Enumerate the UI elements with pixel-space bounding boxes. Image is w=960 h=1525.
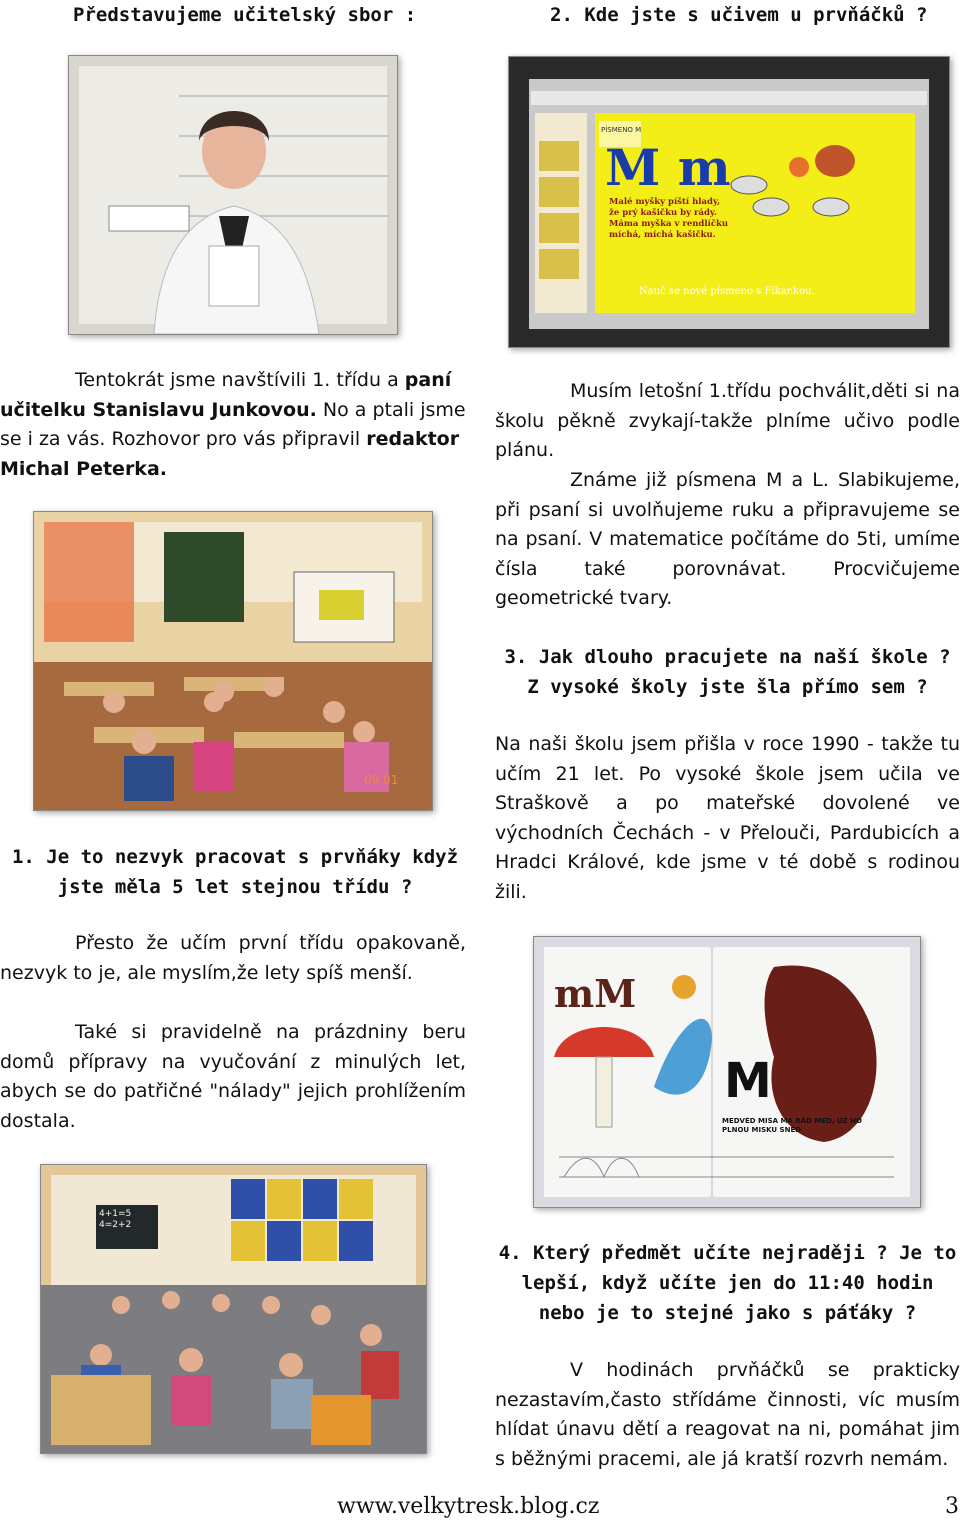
q1-answer-2: Také si pravidelně na prázdniny beru domů přípravy na vyučování z minulých let, abych se do patřičné "nálady" jejich prohlížením dostala. — [0, 1021, 466, 1132]
intro-text-2: No a ptali jsme se i za vás. Rozhovor pro vás připravil — [0, 398, 466, 450]
screen-rhyme: Malé myšky píští hlady, že prý kašičku by rády. Máma myška v rendlíčku míchá, míchá kašičku. — [609, 197, 729, 240]
q1-answer-1: Přesto že učím první třídu opakovaně, nezvyk to je, ale myslím,že lety spíš menší. — [0, 932, 466, 984]
header-left: Představujeme učitelský sbor : — [73, 4, 417, 26]
classroom-photo — [33, 511, 433, 811]
page-number: 3 — [945, 1494, 959, 1519]
smartboard-photo — [508, 56, 950, 348]
q2-answer-1: Musím letošní 1.třídu pochválit,děti si na školu pěkně zvykají-takže plníme učivo podle plánu. — [495, 380, 960, 461]
card-big-letter: M — [724, 1053, 772, 1109]
q4-question: 4. Který předmět učíte nejraději ? Je to lepší, když učíte jen do 11:40 hodin nebo je to stejné jako s páťáky ? — [498, 1242, 957, 1324]
classroom-date: 09.01 — [364, 773, 399, 787]
intro-reporter-name: redaktor Michal Peterka. — [0, 428, 460, 480]
q2-answer-2: Známe již písmena M a L. Slabikujeme, při psaní si uvolňujeme ruku a připravujeme se na psaní. V matematice počítáme do 5ti, umíme čísla také porovnávat. Procvičujeme geometrické tvary. — [495, 469, 960, 609]
intro-text-1: Tentokrát jsme navštívili 1. třídu a — [75, 369, 405, 391]
q1-question: 1. Je to nezvyk pracovat s prvňáky když jste měla 5 let stejnou třídu ? — [11, 846, 459, 898]
board-text: 4+1=5 4=2+2 — [99, 1209, 132, 1230]
teacher-photo — [68, 55, 398, 335]
header-right: 2. Kde jste s učivem u prvňáčků ? — [550, 4, 928, 26]
card-caption: MEDVĚD MÍŠA MÁ RÁD MED, UŽ HO PLNOU MISKU SNĚD — [722, 1117, 863, 1134]
letter-card-photo — [533, 936, 921, 1208]
card-letters: mM — [554, 971, 637, 1016]
screen-caption: Nauč se nové písmeno s Fikankou. — [639, 286, 815, 297]
q4-answer: V hodinách prvňáčků se prakticky nezastavím,často střídáme činnosti, víc musím hlídat únavu dětí a reagovat na ni, pomáhat jim s běžnými pracemi, ale já kratší rozvrh nemám. — [495, 1359, 960, 1470]
circle-time-photo — [40, 1164, 427, 1454]
screen-small-label: PÍSMENO M — [601, 126, 642, 134]
screen-big-letters: M m — [605, 138, 731, 197]
footer-url: www.velkytresk.blog.cz — [337, 1494, 600, 1519]
intro-teacher-name: paní učitelku Stanislavu Junkovou. — [0, 369, 452, 421]
q3-question: 3. Jak dlouho pracujete na naší škole ? Z vysoké školy jste šla přímo sem ? — [504, 646, 951, 698]
q3-answer: Na naši školu jsem přišla v roce 1990 - takže tu učím 21 let. Po vysoké škole jsem učila ve Straškově a po mateřské dovolené ve východních Čechách - v Přelouči, Pardubicích a Hradci Králové, kde jsme v té době s rodinou žili. — [495, 733, 960, 903]
intro-paragraph — [0, 366, 466, 484]
